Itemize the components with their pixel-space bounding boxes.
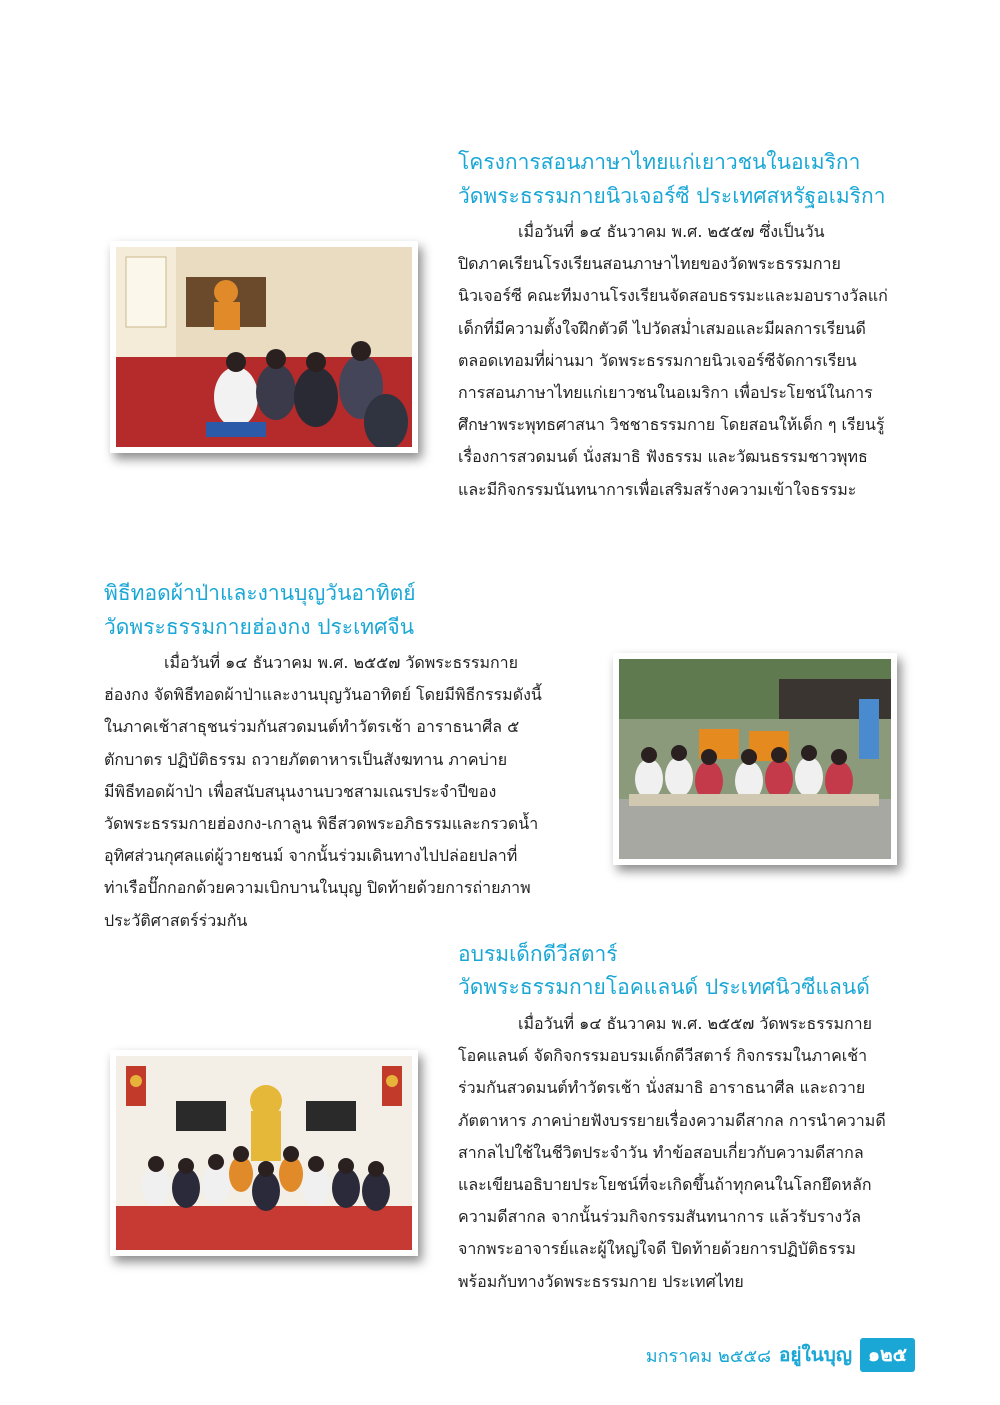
- section3-body-line: เมื่อวันที่ ๑๔ ธันวาคม พ.ศ. ๒๕๕๗ วัดพระธรรมกาย: [518, 1014, 873, 1033]
- page-footer: [646, 1340, 915, 1370]
- section1-body-line: เมื่อวันที่ ๑๔ ธันวาคม พ.ศ. ๒๕๕๗ ซึ่งเป็นวัน: [518, 222, 825, 241]
- section1-body: [458, 216, 920, 506]
- section2-body-line: ในภาคเช้าสาธุชนร่วมกันสวดมนต์ทำวัตรเช้า อาราธนาศีล ๕: [104, 717, 520, 737]
- section3-body-line: ภัตตาหาร ภาคบ่ายฟังบรรยายเรื่องความดีสากล การนำความดี: [458, 1110, 886, 1130]
- section2-title-line1: พิธีทอดผ้าป่าและงานบุญวันอาทิตย์: [104, 581, 416, 605]
- section2-body-line: ท่าเรือปั๊กกอกด้วยความเบิกบานในบุญ ปิดท้ายด้วยการถ่ายภาพ: [104, 878, 531, 898]
- section1-body-line: เด็กที่มีความตั้งใจฝึกตัวดี ไปวัดสม่ำเสมอและมีผลการเรียนดี: [458, 318, 866, 338]
- section1-title-line2: วัดพระธรรมกายนิวเจอร์ซี ประเทศสหรัฐอเมริกา: [458, 184, 886, 208]
- section3-body-line: สากลไปใช้ในชีวิตประจำวัน ทำข้อสอบเกี่ยวกับความดีสากล: [458, 1142, 864, 1162]
- photo-newjersey-class: [110, 241, 418, 453]
- section1-body-line: การสอนภาษาไทยแก่เยาวชนในอเมริกา เพื่อประโยชน์ในการ: [458, 383, 873, 403]
- section3-body-line: พร้อมกับทางวัดพระธรรมกาย ประเทศไทย: [458, 1271, 744, 1291]
- section2-title-line2: วัดพระธรรมกายฮ่องกง ประเทศจีน: [104, 615, 415, 639]
- section3-body: [458, 1008, 920, 1298]
- section3-body-line: และเขียนอธิบายประโยชน์ที่จะเกิดขึ้นถ้าทุกคนในโลกยึดหลัก: [458, 1175, 872, 1195]
- photo-hongkong-group: [613, 653, 897, 865]
- footer-month: มกราคม ๒๕๕๘: [645, 1345, 771, 1367]
- section2-body-line: อุทิศส่วนกุศลแด่ผู้วายชนม์ จากนั้นร่วมเดินทางไปปล่อยปลาที่: [104, 846, 518, 866]
- section2-body-line: เมื่อวันที่ ๑๔ ธันวาคม พ.ศ. ๒๕๕๗ วัดพระธรรมกาย: [164, 653, 519, 672]
- section1-body-line: ตลอดเทอมที่ผ่านมา วัดพระธรรมกายนิวเจอร์ซีจัดการเรียน: [458, 350, 857, 370]
- section2-body-line: วัดพระธรรมกายฮ่องกง-เกาลูน พิธีสวดพระอภิธรรมและกรวดน้ำ: [104, 814, 539, 834]
- section2-body-line: ประวัติศาสตร์ร่วมกัน: [104, 910, 248, 930]
- section1-body-line: และมีกิจกรรมนันทนาการเพื่อเสริมสร้างความเข้าใจธรรมะ: [458, 479, 857, 499]
- section3-body-line: จากพระอาจารย์และผู้ใหญ่ใจดี ปิดท้ายด้วยการปฏิบัติธรรม: [458, 1239, 856, 1259]
- section2-body: [104, 647, 580, 937]
- section3-title-line2: วัดพระธรรมกายโอคแลนด์ ประเทศนิวซีแลนด์: [458, 975, 870, 999]
- section1-body-line: นิวเจอร์ซี คณะทีมงานโรงเรียนจัดสอบธรรมะและมอบรางวัลแก่: [458, 286, 888, 306]
- section3-body-line: โอคแลนด์ จัดกิจกรรมอบรมเด็กดีวีสตาร์ กิจกรรมในภาคเช้า: [458, 1046, 868, 1066]
- photo-auckland-group: [110, 1050, 418, 1256]
- footer-magazine-name: อยู่ในบุญ: [778, 1344, 853, 1366]
- section3-body-line: ร่วมกันสวดมนต์ทำวัตรเช้า นั่งสมาธิ อาราธนาศีล และถวาย: [458, 1078, 866, 1098]
- section1-body-line: ศึกษาพระพุทธศาสนา วิชชาธรรมกาย โดยสอนให้เด็ก ๆ เรียนรู้: [458, 415, 885, 435]
- section2-body-line: มีพิธีทอดผ้าป่า เพื่อสนับสนุนงานบวชสามเณรประจำปีของ: [104, 781, 497, 801]
- section2-body-line: ฮ่องกง จัดพิธีทอดผ้าป่าและงานบุญวันอาทิตย์ โดยมีพิธีกรรมดังนี้: [104, 685, 542, 705]
- section3-title-line1: อบรมเด็กดีวีสตาร์: [458, 942, 618, 966]
- section2-body-line: ตักบาตร ปฏิบัติธรรม ถวายภัตตาหารเป็นสังฆทาน ภาคบ่าย: [104, 749, 508, 769]
- section1-body-line: ปิดภาคเรียนโรงเรียนสอนภาษาไทยของวัดพระธรรมกาย: [458, 254, 841, 274]
- footer-page-number: ๑๒๕: [860, 1338, 915, 1372]
- section1-body-line: เรื่องการสวดมนต์ นั่งสมาธิ ฟังธรรม และวัฒนธรรมชาวพุทธ: [458, 447, 868, 467]
- section1-title-line1: โครงการสอนภาษาไทยแก่เยาวชนในอเมริกา: [458, 150, 861, 174]
- section3-body-line: ความดีสากล จากนั้นร่วมกิจกรรมสันทนาการ แล้วรับรางวัล: [458, 1207, 862, 1227]
